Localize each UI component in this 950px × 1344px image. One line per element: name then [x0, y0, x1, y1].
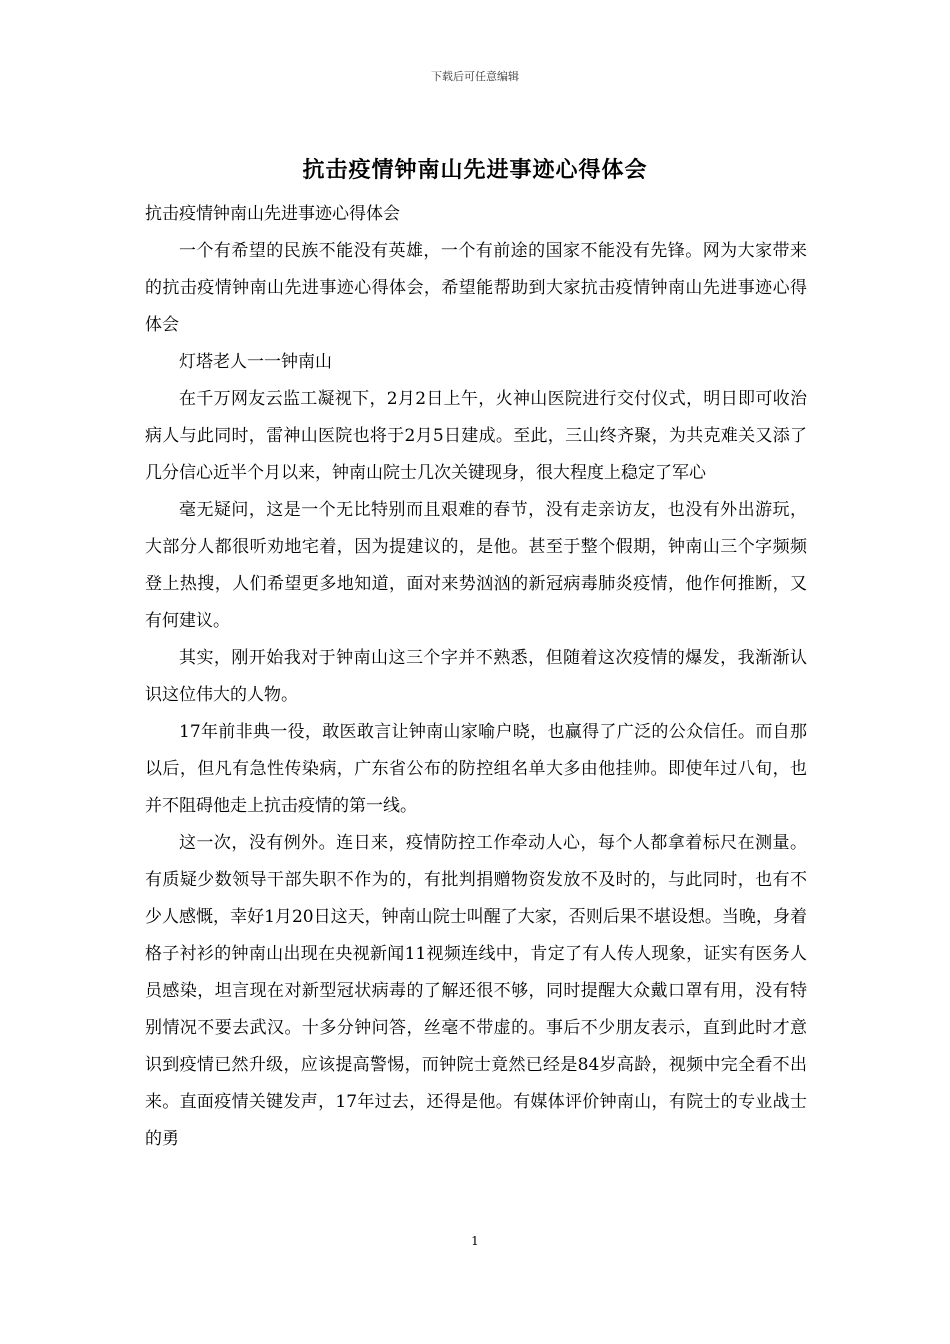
page-number: 1 — [471, 1234, 479, 1248]
document-body — [145, 196, 807, 1158]
body-paragraph: 其实，刚开始我对于钟南山这三个字并不熟悉，但随着这次疫情的爆发，我渐渐认识这位伟大的人物。 — [145, 648, 807, 705]
body-paragraph: 毫无疑问，这是一个无比特别而且艰难的春节，没有走亲访友，也没有外出游玩，大部分人都很听劝地宅着，因为提建议的，是他。甚至于整个假期，钟南山三个字频频登上热搜，人们希望更多地知道，面对来势汹汹的新冠病毒肺炎疫情，他作何推断，又有何建议。 — [145, 500, 807, 631]
body-paragraph: 这一次，没有例外。连日来，疫情防控工作牵动人心，每个人都拿着标尺在测量。有质疑少数领导干部失职不作为的，有批判捐赠物资发放不及时的，与此同时，也有不少人感慨，幸好1月20日这天，钟南山院士叫醒了大家，否则后果不堪设想。当晚，身着格子衬衫的钟南山出现在央视新闻11视频连线中，肯定了有人传人现象，证实有医务人员感染，坦言现在对新型冠状病毒的了解还很不够，同时提醒大众戴口罩有用，没有特别情况不要去武汉。十多分钟问答，丝毫不带虚的。事后不少朋友表示，直到此时才意识到疫情已然升级，应该提高警惕，而钟院士竟然已经是84岁高龄，视频中完全看不出来。直面疫情关键发声，17年过去，还得是他。有媒体评价钟南山，有院士的专业战士的勇 — [145, 833, 807, 1149]
document-title: 抗击疫情钟南山先进事迹心得体会 — [302, 157, 648, 183]
body-paragraph: 17年前非典一役，敢医敢言让钟南山家喻户晓，也赢得了广泛的公众信任。而自那以后，但凡有急性传染病，广东省公布的防控组名单大多由他挂帅。即使年过八旬，也并不阻碍他走上抗击疫情的第一线。 — [145, 722, 807, 816]
page-header-note: 下载后可任意编辑 — [431, 70, 519, 83]
body-subtitle-paragraph: 抗击疫情钟南山先进事迹心得体会 — [145, 204, 400, 224]
body-paragraph: 一个有希望的民族不能没有英雄，一个有前途的国家不能没有先锋。网为大家带来的抗击疫情钟南山先进事迹心得体会，希望能帮助到大家抗击疫情钟南山先进事迹心得体会 — [145, 241, 807, 335]
section-heading: 灯塔老人一一钟南山 — [179, 352, 332, 372]
body-paragraph: 在千万网友云监工凝视下，2月2日上午，火神山医院进行交付仪式，明日即可收治病人与此同时，雷神山医院也将于2月5日建成。至此，三山终齐聚，为共克难关又添了几分信心近半个月以来，钟南山院士几次关键现身，很大程度上稳定了军心 — [145, 389, 807, 483]
